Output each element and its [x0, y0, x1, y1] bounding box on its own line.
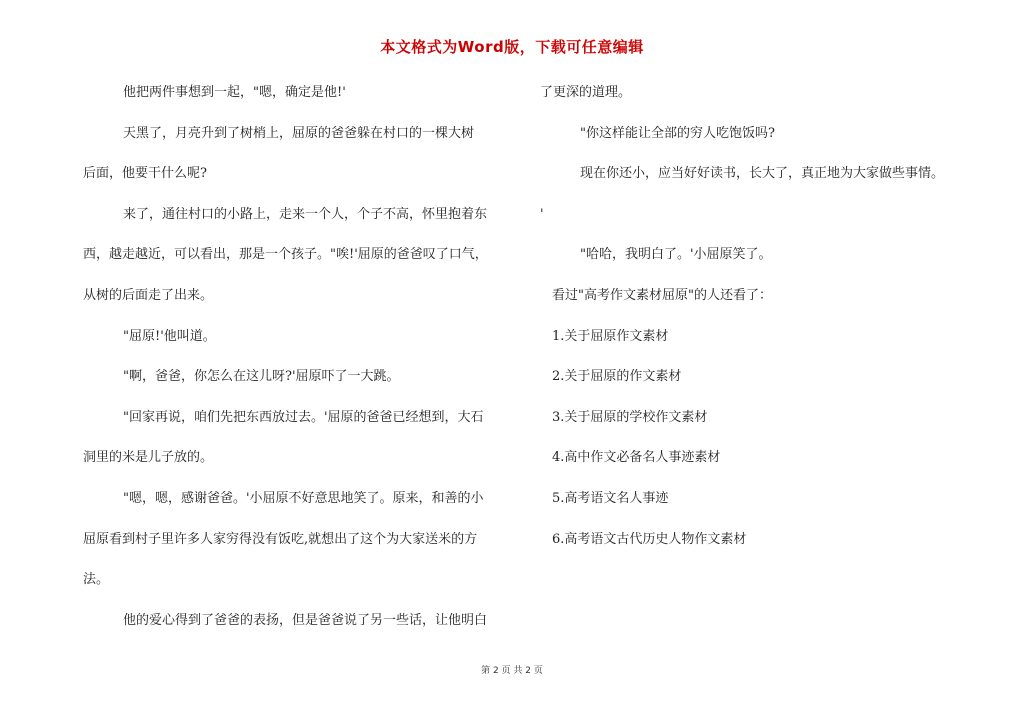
text-line: 屈原看到村子里许多人家穷得没有饭吃,就想出了这个为大家送米的方 [83, 531, 478, 547]
text-line: 5.高考语文名人事迹 [552, 490, 669, 506]
text-line: 后面，他要干什么呢? [83, 166, 207, 182]
text-line: 现在你还小，应当好好读书，长大了，真正地为大家做些事情。 [580, 166, 945, 182]
text-line: 了更深的道理。 [540, 85, 632, 100]
text-line: 他的爱心得到了爸爸的表扬，但是爸爸说了另一些话，让他明白 [123, 612, 488, 628]
text-line: 天黑了，月亮升到了树梢上，屈原的爸爸躲在村口的一棵大树 [123, 125, 475, 141]
text-line: "你这样能让全部的穷人吃饱饭吗? [580, 125, 775, 141]
text-line: 4.高中作文必备名人事迹素材 [552, 450, 721, 466]
text-line: 看过"高考作文素材屈原"的人还看了： [552, 287, 772, 303]
page-footer: 第 2 页 共 2 页 [481, 666, 543, 676]
text-line: 西，越走越近，可以看出，那是一个孩子。"唉!'屈原的爸爸叹了口气， [83, 247, 488, 263]
right-column [540, 80, 980, 567]
text-line: 从树的后面走了出来。 [83, 287, 214, 303]
text-line: "哈哈，我明白了。'小屈原笑了。 [580, 247, 772, 263]
text-line: "啊，爸爸，你怎么在这儿呀?'屈原吓了一大跳。 [123, 369, 400, 385]
text-line: "回家再说，咱们先把东西放过去。'屈原的爸爸已经想到，大石 [123, 409, 484, 425]
text-line: 法。 [83, 572, 110, 588]
text-line: 3.关于屈原的学校作文素材 [552, 409, 708, 425]
text-line: 6.高考语文古代历史人物作文素材 [552, 531, 747, 547]
text-line: 来了，通往村口的小路上，走来一个人，个子不高，怀里抱着东 [123, 206, 488, 222]
text-line: 他把两件事想到一起，"嗯，确定是他!' [123, 85, 346, 100]
page-banner: 本文格式为Word版，下载可任意编辑 [380, 38, 644, 56]
text-line: ' [540, 206, 544, 222]
text-line: 1.关于屈原作文素材 [552, 328, 669, 344]
text-line: 洞里的米是儿子放的。 [83, 450, 214, 466]
left-column [83, 80, 513, 648]
text-line: "嗯，嗯，感谢爸爸。'小屈原不好意思地笑了。原来，和善的小 [123, 490, 484, 506]
text-line: 2.关于屈原的作文素材 [552, 369, 682, 385]
text-line: "屈原!'他叫道。 [123, 328, 216, 344]
